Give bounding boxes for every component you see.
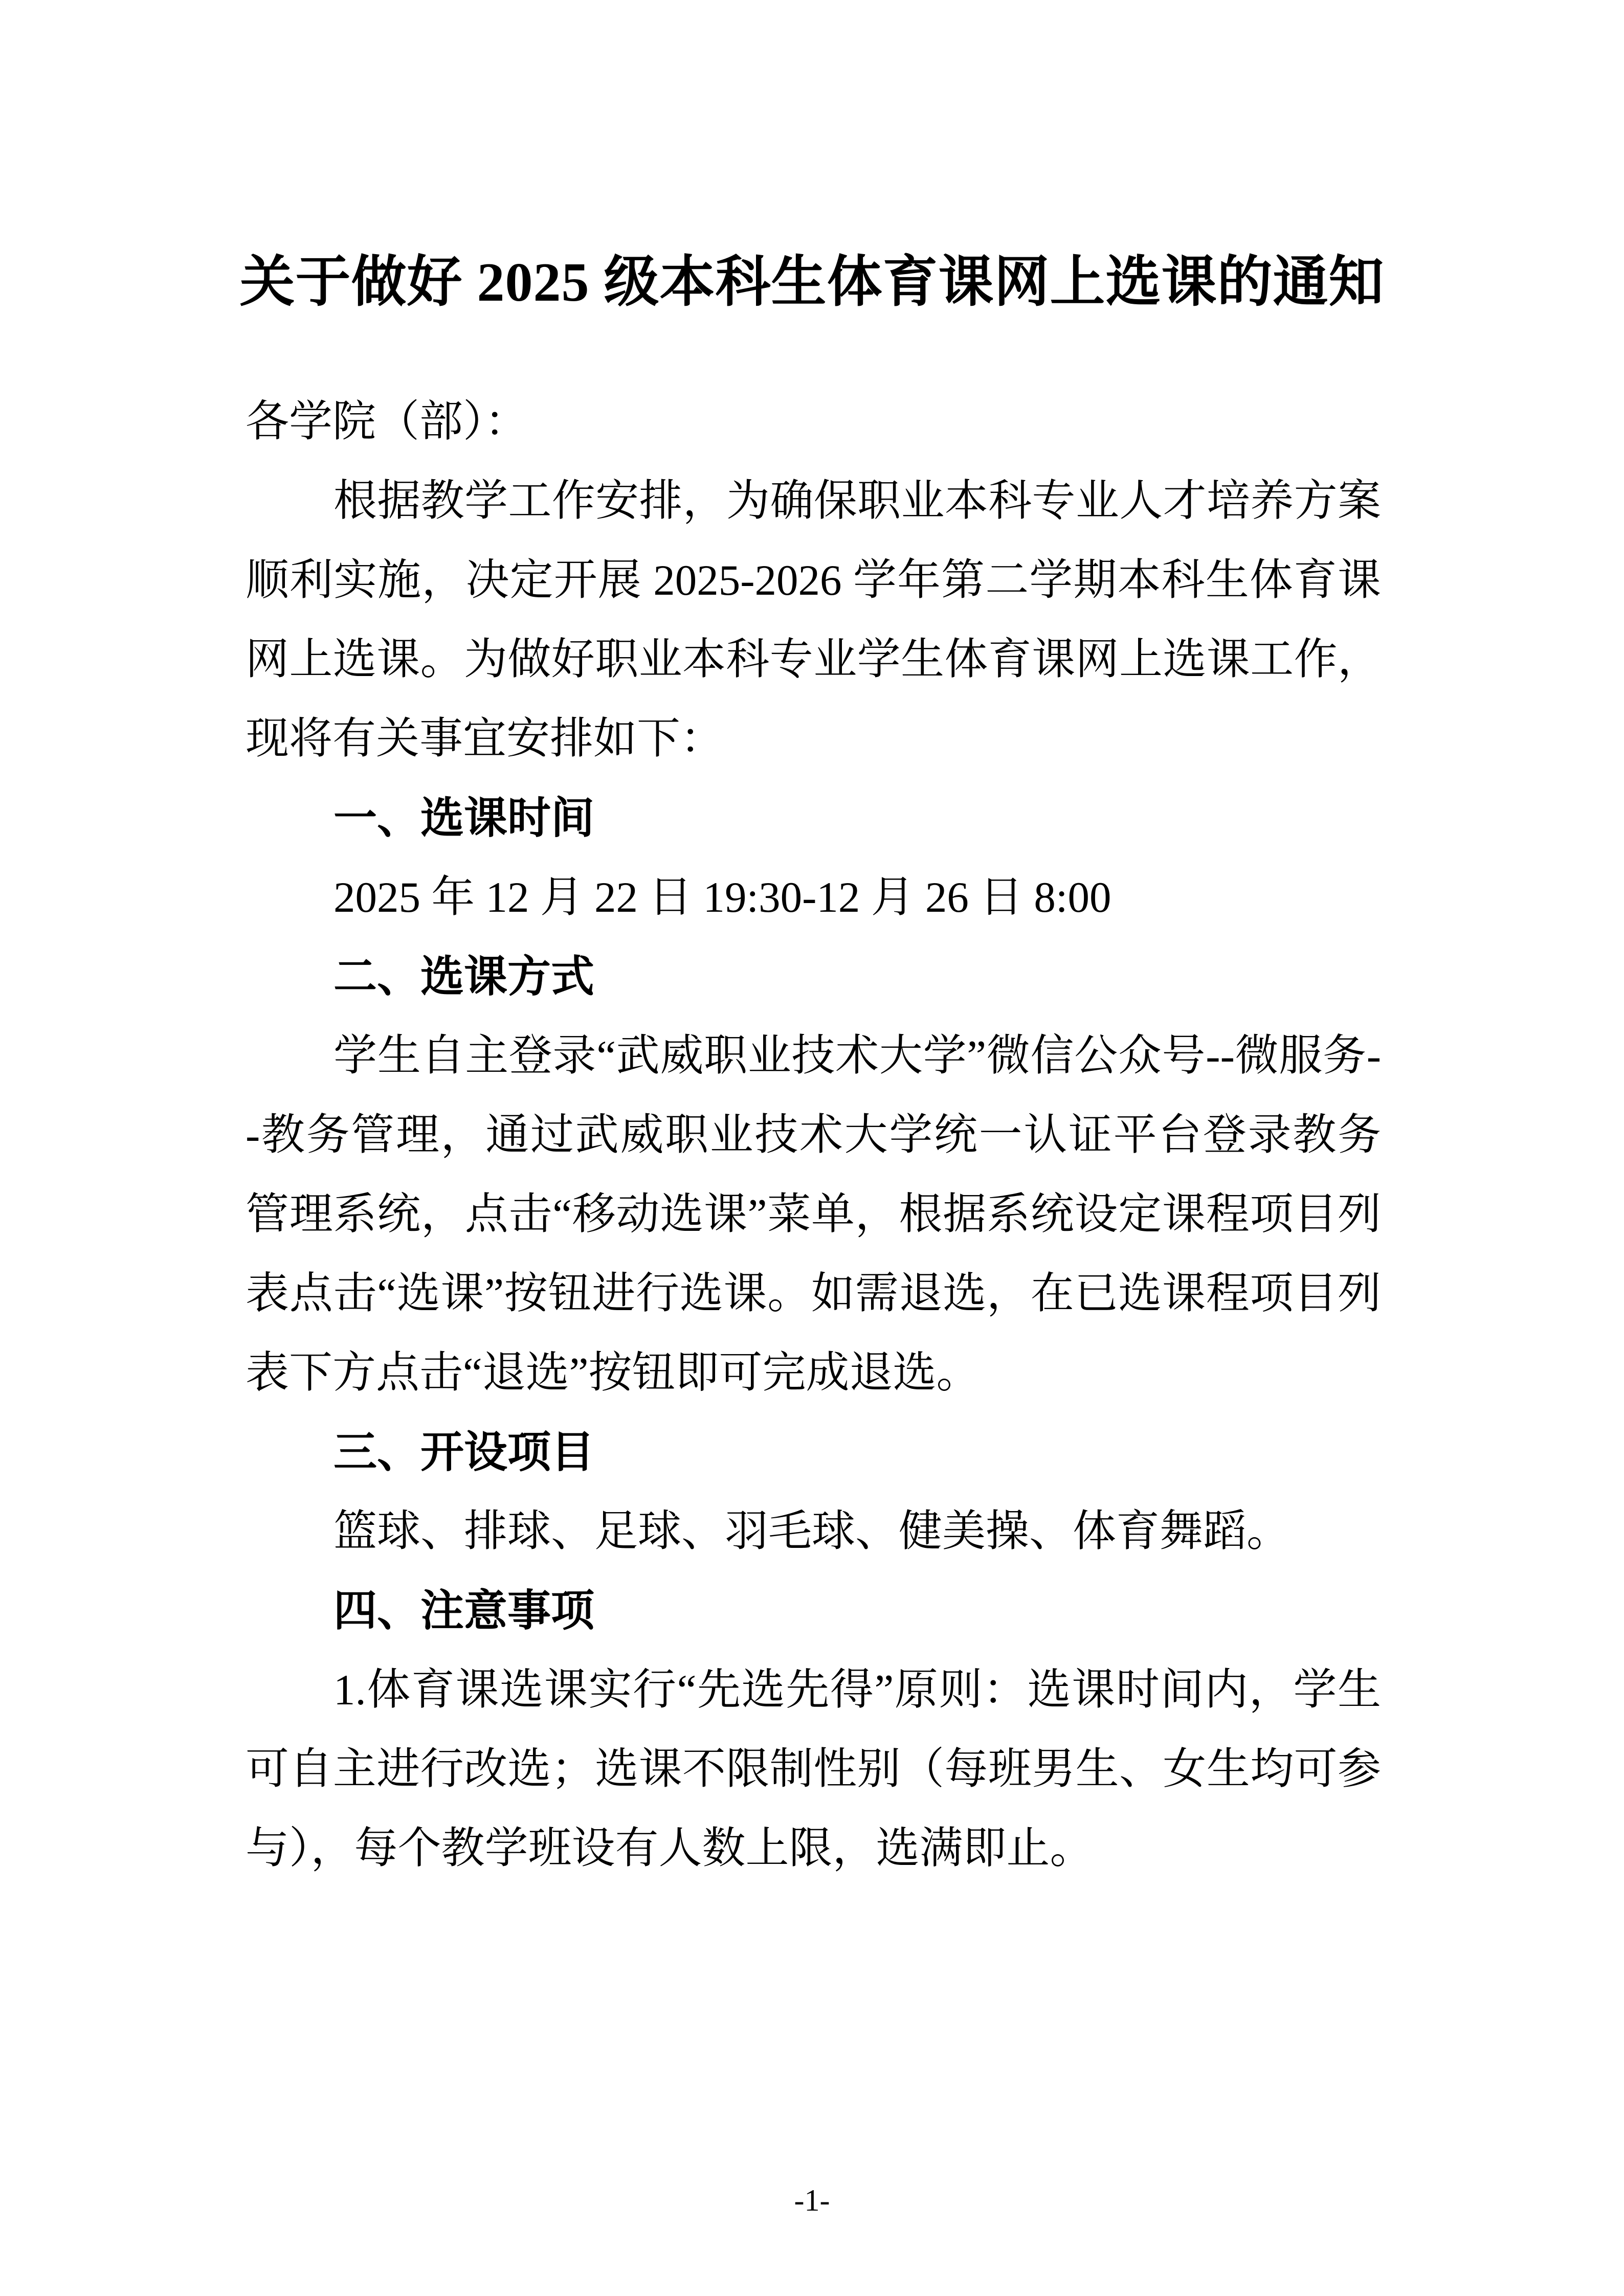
section-3-heading: 三、开设项目 [333, 1428, 595, 1477]
section-3-body: 篮球、排球、足球、羽毛球、健美操、体育舞蹈。 [333, 1507, 1291, 1556]
intro-paragraph: 根据教学工作安排，为确保职业本科专业人才培养方案顺利实施，决定开展 2025-2026 学年第二学期本科生体育课网上选课。为做好职业本科专业学生体育课网上选课工作，现将有关事宜安排如下： [246, 477, 1381, 763]
document-body [246, 382, 1381, 1888]
section-2-heading: 二、选课方式 [333, 953, 595, 1001]
section-4-body: 1.体育课选课实行“先选先得”原则：选课时间内，学生可自主进行改选；选课不限制性别（每班男生、女生均可参与），每个教学班设有人数上限，选满即止。 [246, 1666, 1381, 1873]
section-4-heading: 四、注意事项 [333, 1587, 595, 1635]
section-1-heading: 一、选课时间 [333, 794, 595, 843]
section-2-body: 学生自主登录“武威职业技术大学”微信公众号--微服务--教务管理，通过武威职业技术大学统一认证平台登录教务管理系统，点击“移动选课”菜单，根据系统设定课程项目列表点击“选课”按钮进行选课。如需退选，在已选课程项目列表下方点击“退选”按钮即可完成退选。 [246, 1032, 1381, 1397]
document-title: 关于做好 2025 级本科生体育课网上选课的通知 [239, 252, 1385, 313]
salutation: 各学院（部）： [246, 398, 528, 446]
page-number: -1- [794, 2184, 830, 2217]
section-1-body: 2025 年 12 月 22 日 19:30-12 月 26 日 8:00 [333, 873, 1111, 921]
